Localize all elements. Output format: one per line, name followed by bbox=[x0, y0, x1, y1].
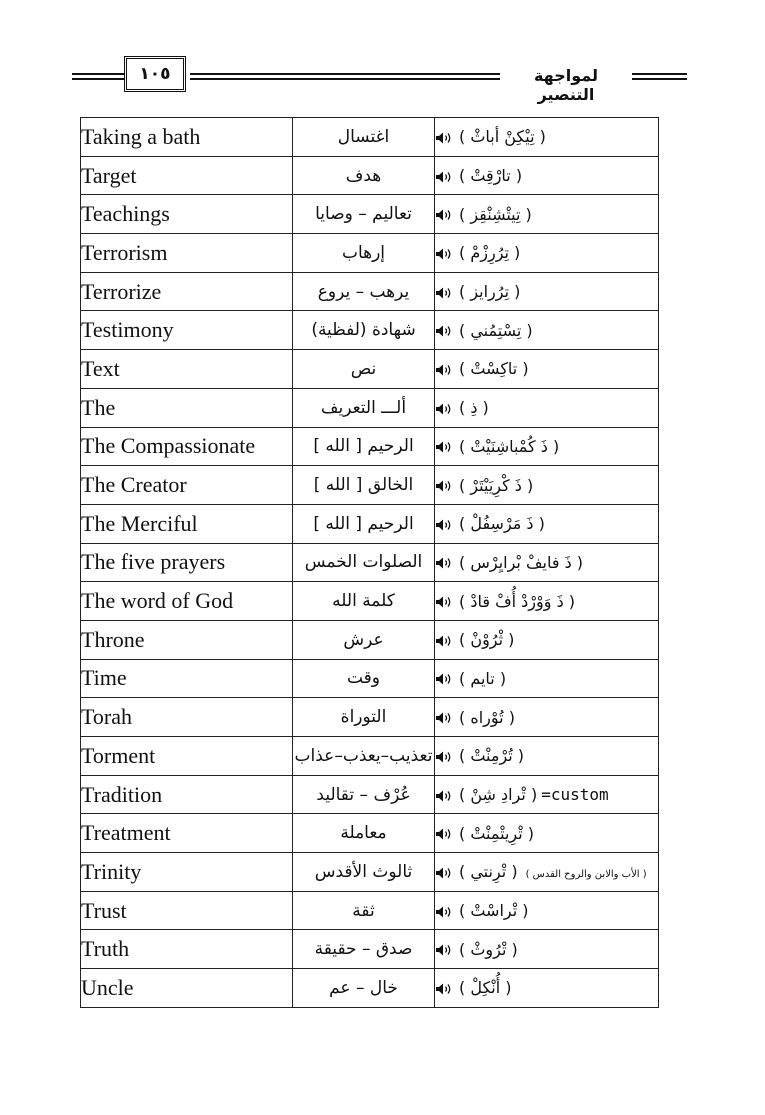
arabic-translation: اغتسال bbox=[293, 118, 435, 157]
arabic-translation: ألـــ التعريف bbox=[293, 388, 435, 427]
speaker-icon[interactable] bbox=[435, 363, 453, 377]
pronunciation-text: ( ذَ كْرِيَيْتَرْ ) bbox=[459, 475, 534, 495]
english-term: Trust bbox=[81, 891, 293, 930]
pronunciation-cell bbox=[435, 427, 659, 466]
pronunciation-text: ( تِيتْشِنْقِز ) bbox=[459, 204, 532, 224]
glossary-row bbox=[81, 775, 659, 814]
glossary-row bbox=[81, 969, 659, 1008]
pronunciation-text: ( تِرُرايز ) bbox=[459, 282, 521, 302]
english-term: Treatment bbox=[81, 814, 293, 853]
header-rule-middle bbox=[190, 73, 500, 80]
pronunciation-note: =custom bbox=[541, 785, 609, 805]
speaker-icon[interactable] bbox=[435, 131, 453, 145]
pronunciation-text: ( تُرْمِنْتْ ) bbox=[459, 746, 525, 766]
english-term: The Merciful bbox=[81, 504, 293, 543]
english-term: The Creator bbox=[81, 466, 293, 505]
pronunciation-cell bbox=[435, 853, 659, 892]
speaker-icon[interactable] bbox=[435, 905, 453, 919]
pronunciation-cell bbox=[435, 698, 659, 737]
english-term: Text bbox=[81, 350, 293, 389]
speaker-icon[interactable] bbox=[435, 672, 453, 686]
pronunciation-text: ( تِيْكِنْ أباثْ ) bbox=[459, 127, 546, 147]
pronunciation-cell bbox=[435, 582, 659, 621]
speaker-icon[interactable] bbox=[435, 286, 453, 300]
pronunciation-cell bbox=[435, 272, 659, 311]
glossary-table bbox=[80, 117, 659, 1008]
english-term: The Compassionate bbox=[81, 427, 293, 466]
pronunciation-cell bbox=[435, 195, 659, 234]
english-term: Tradition bbox=[81, 775, 293, 814]
arabic-translation: عُرْف – تقاليد bbox=[293, 775, 435, 814]
pronunciation-cell bbox=[435, 737, 659, 776]
english-term: Time bbox=[81, 659, 293, 698]
english-term: Uncle bbox=[81, 969, 293, 1008]
pronunciation-cell bbox=[435, 659, 659, 698]
arabic-translation: الخالق [ الله ] bbox=[293, 466, 435, 505]
arabic-translation: يرهب – يروع bbox=[293, 272, 435, 311]
speaker-icon[interactable] bbox=[435, 247, 453, 261]
speaker-icon[interactable] bbox=[435, 711, 453, 725]
arabic-translation: الرحيم [ الله ] bbox=[293, 504, 435, 543]
speaker-icon[interactable] bbox=[435, 750, 453, 764]
glossary-row bbox=[81, 853, 659, 892]
pronunciation-cell bbox=[435, 814, 659, 853]
pronunciation-text: ( تْرِيتْمِنْتْ ) bbox=[459, 823, 535, 843]
speaker-icon[interactable] bbox=[435, 595, 453, 609]
pronunciation-cell bbox=[435, 156, 659, 195]
arabic-translation: وقت bbox=[293, 659, 435, 698]
pronunciation-text: ( تِرُرِزْمْ ) bbox=[459, 243, 521, 263]
arabic-translation: الصلوات الخمس bbox=[293, 543, 435, 582]
speaker-icon[interactable] bbox=[435, 943, 453, 957]
arabic-translation: تعاليم – وصايا bbox=[293, 195, 435, 234]
pronunciation-text: ( ذَ كُمْباشِنَيْتْ ) bbox=[459, 436, 560, 456]
arabic-translation: تعذيب–يعذب–عذاب bbox=[293, 737, 435, 776]
arabic-translation: صدق – حقيقة bbox=[293, 930, 435, 969]
arabic-translation: نص bbox=[293, 350, 435, 389]
pronunciation-text: ( تْراسْتْ ) bbox=[459, 901, 529, 921]
speaker-icon[interactable] bbox=[435, 170, 453, 184]
arabic-translation: شهادة (لفظية) bbox=[293, 311, 435, 350]
glossary-row bbox=[81, 814, 659, 853]
glossary-row bbox=[81, 272, 659, 311]
arabic-translation: إرهاب bbox=[293, 234, 435, 273]
pronunciation-text: ( ذَ وَوْرْدْ أُفْ قادْ ) bbox=[459, 591, 576, 611]
glossary-row bbox=[81, 350, 659, 389]
glossary-row bbox=[81, 891, 659, 930]
arabic-translation: ثقة bbox=[293, 891, 435, 930]
speaker-icon[interactable] bbox=[435, 634, 453, 648]
english-term: Terrorize bbox=[81, 272, 293, 311]
pronunciation-text: ( تِسْتِمُني ) bbox=[459, 320, 533, 340]
speaker-icon[interactable] bbox=[435, 479, 453, 493]
speaker-icon[interactable] bbox=[435, 556, 453, 570]
glossary-row bbox=[81, 388, 659, 427]
glossary-row bbox=[81, 466, 659, 505]
book-title: لمواجهة التنصير bbox=[533, 66, 599, 104]
pronunciation-cell bbox=[435, 466, 659, 505]
arabic-translation: عرش bbox=[293, 620, 435, 659]
glossary-row bbox=[81, 582, 659, 621]
english-term: Teachings bbox=[81, 195, 293, 234]
english-term: Torah bbox=[81, 698, 293, 737]
arabic-translation: هدف bbox=[293, 156, 435, 195]
header-rule-right bbox=[632, 73, 687, 80]
speaker-icon[interactable] bbox=[435, 324, 453, 338]
pronunciation-cell bbox=[435, 311, 659, 350]
glossary-row bbox=[81, 234, 659, 273]
glossary-row bbox=[81, 427, 659, 466]
english-term: Throne bbox=[81, 620, 293, 659]
glossary-row bbox=[81, 195, 659, 234]
pronunciation-cell bbox=[435, 891, 659, 930]
glossary-row bbox=[81, 698, 659, 737]
pronunciation-text: ( تُوْراه ) bbox=[459, 707, 515, 727]
arabic-translation: الرحيم [ الله ] bbox=[293, 427, 435, 466]
arabic-translation: كلمة الله bbox=[293, 582, 435, 621]
pronunciation-text: ( ذِ ) bbox=[459, 398, 489, 418]
speaker-icon[interactable] bbox=[435, 982, 453, 996]
glossary-row bbox=[81, 156, 659, 195]
english-term: The five prayers bbox=[81, 543, 293, 582]
pronunciation-text: ( ذَ مَرْسِفُلْ ) bbox=[459, 514, 545, 534]
english-term: Target bbox=[81, 156, 293, 195]
pronunciation-text: ( ذَ فايفْ بْرايِرْس ) bbox=[459, 552, 584, 572]
english-term: Testimony bbox=[81, 311, 293, 350]
english-term: Taking a bath bbox=[81, 118, 293, 157]
glossary-row bbox=[81, 737, 659, 776]
pronunciation-cell bbox=[435, 118, 659, 157]
glossary-row bbox=[81, 930, 659, 969]
speaker-icon[interactable] bbox=[435, 440, 453, 454]
pronunciation-text: ( تْرِنتي ) bbox=[459, 862, 518, 882]
pronunciation-cell bbox=[435, 388, 659, 427]
pronunciation-cell bbox=[435, 969, 659, 1008]
glossary-row bbox=[81, 504, 659, 543]
page-number-box bbox=[124, 56, 186, 92]
english-term: The word of God bbox=[81, 582, 293, 621]
glossary-row bbox=[81, 311, 659, 350]
english-term: Trinity bbox=[81, 853, 293, 892]
pronunciation-text: ( تْرادِ شِنْ ) bbox=[459, 785, 538, 805]
pronunciation-text: ( تاكِسْتْ ) bbox=[459, 359, 529, 379]
arabic-translation: ثالوث الأقدس bbox=[293, 853, 435, 892]
pronunciation-cell bbox=[435, 775, 659, 814]
english-term: Torment bbox=[81, 737, 293, 776]
speaker-icon[interactable] bbox=[435, 827, 453, 841]
pronunciation-cell bbox=[435, 350, 659, 389]
glossary-row bbox=[81, 620, 659, 659]
pronunciation-text: ( أُنْكِلْ ) bbox=[459, 978, 512, 998]
pronunciation-text: ( تْرُوثْ ) bbox=[459, 939, 518, 959]
pronunciation-annotation: ( الأب والابن والروح القدس ) bbox=[525, 869, 647, 881]
pronunciation-text: ( تارْقِتْ ) bbox=[459, 166, 523, 186]
arabic-translation: خال – عم bbox=[293, 969, 435, 1008]
pronunciation-text: ( تايم ) bbox=[459, 668, 507, 688]
arabic-translation: التوراة bbox=[293, 698, 435, 737]
speaker-icon[interactable] bbox=[435, 789, 453, 803]
english-term: Truth bbox=[81, 930, 293, 969]
pronunciation-text: ( ثْرُوْنْ ) bbox=[459, 630, 515, 650]
pronunciation-cell bbox=[435, 543, 659, 582]
glossary-row bbox=[81, 543, 659, 582]
pronunciation-cell bbox=[435, 620, 659, 659]
pronunciation-cell bbox=[435, 234, 659, 273]
pronunciation-cell bbox=[435, 930, 659, 969]
pronunciation-cell bbox=[435, 504, 659, 543]
header-rule-left bbox=[72, 73, 124, 80]
speaker-icon[interactable] bbox=[435, 402, 453, 416]
arabic-translation: معاملة bbox=[293, 814, 435, 853]
english-term: The bbox=[81, 388, 293, 427]
glossary-row bbox=[81, 659, 659, 698]
speaker-icon[interactable] bbox=[435, 866, 453, 880]
speaker-icon[interactable] bbox=[435, 208, 453, 222]
english-term: Terrorism bbox=[81, 234, 293, 273]
speaker-icon[interactable] bbox=[435, 518, 453, 532]
glossary-row bbox=[81, 118, 659, 157]
page-header bbox=[0, 0, 765, 110]
page-number: ١٠٥ bbox=[139, 64, 171, 84]
